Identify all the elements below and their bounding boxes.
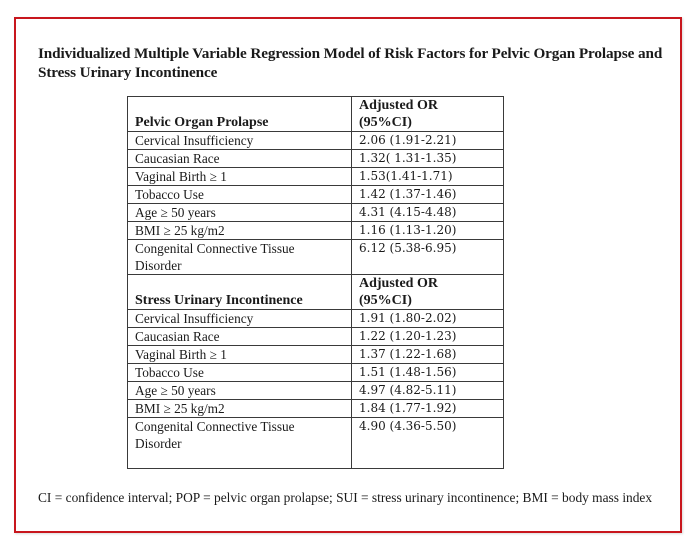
section-header-row [128, 97, 504, 132]
table-row [128, 400, 504, 418]
value-cell: 4.90 (4.36-5.50) [352, 418, 504, 469]
value-cell: 1.91 (1.80-2.02) [352, 310, 504, 328]
table-row [128, 310, 504, 328]
factor-cell: Caucasian Race [128, 150, 352, 168]
factor-cell: Congenital Connective Tissue Disorder [128, 418, 352, 469]
value-header-line1: Adjusted OR [359, 276, 438, 291]
table-row [128, 186, 504, 204]
footnote: CI = confidence interval; POP = pelvic organ prolapse; SUI = stress urinary incontinence; BMI = body mass index [38, 490, 653, 505]
factor-cell: Caucasian Race [128, 328, 352, 346]
value-cell: 1.51 (1.48-1.56) [352, 364, 504, 382]
table-row [128, 168, 504, 186]
table-row [128, 150, 504, 168]
value-cell: 1.37 (1.22-1.68) [352, 346, 504, 364]
value-header-line2: (95%CI) [359, 115, 412, 130]
value-header-line1: Adjusted OR [359, 98, 438, 113]
value-cell: 6.12 (5.38-6.95) [352, 240, 504, 275]
section-header-row [128, 275, 504, 310]
table-row [128, 222, 504, 240]
value-header [352, 97, 504, 132]
table-title: Individualized Multiple Variable Regression Model of Risk Factors for Pelvic Organ Prolapse and Stress Urinary Incontinence [38, 45, 663, 81]
factor-cell: Tobacco Use [128, 364, 352, 382]
table-row [128, 364, 504, 382]
value-cell: 1.84 (1.77-1.92) [352, 400, 504, 418]
value-cell: 1.22 (1.20-1.23) [352, 328, 504, 346]
table-row [128, 132, 504, 150]
table-row [128, 204, 504, 222]
value-header-line2: (95%CI) [359, 293, 412, 308]
factor-cell: Vaginal Birth ≥ 1 [128, 346, 352, 364]
table-row [128, 382, 504, 400]
factor-cell: BMI ≥ 25 kg/m2 [128, 400, 352, 418]
factor-cell: Tobacco Use [128, 186, 352, 204]
factor-cell: BMI ≥ 25 kg/m2 [128, 222, 352, 240]
table-row [128, 418, 504, 469]
value-cell: 1.32( 1.31-1.35) [352, 150, 504, 168]
value-cell: 1.53(1.41-1.71) [352, 168, 504, 186]
value-header [352, 275, 504, 310]
factor-cell: Age ≥ 50 years [128, 204, 352, 222]
table-row [128, 346, 504, 364]
regression-table [127, 96, 504, 469]
section-heading: Stress Urinary Incontinence [128, 275, 352, 310]
value-cell: 2.06 (1.91-2.21) [352, 132, 504, 150]
value-cell: 4.31 (4.15-4.48) [352, 204, 504, 222]
factor-cell: Cervical Insufficiency [128, 132, 352, 150]
table-row [128, 240, 504, 275]
factor-cell: Vaginal Birth ≥ 1 [128, 168, 352, 186]
factor-cell: Age ≥ 50 years [128, 382, 352, 400]
factor-cell: Congenital Connective Tissue Disorder [128, 240, 352, 275]
value-cell: 4.97 (4.82-5.11) [352, 382, 504, 400]
value-cell: 1.42 (1.37-1.46) [352, 186, 504, 204]
factor-cell: Cervical Insufficiency [128, 310, 352, 328]
section-heading: Pelvic Organ Prolapse [128, 97, 352, 132]
value-cell: 1.16 (1.13-1.20) [352, 222, 504, 240]
table-row [128, 328, 504, 346]
